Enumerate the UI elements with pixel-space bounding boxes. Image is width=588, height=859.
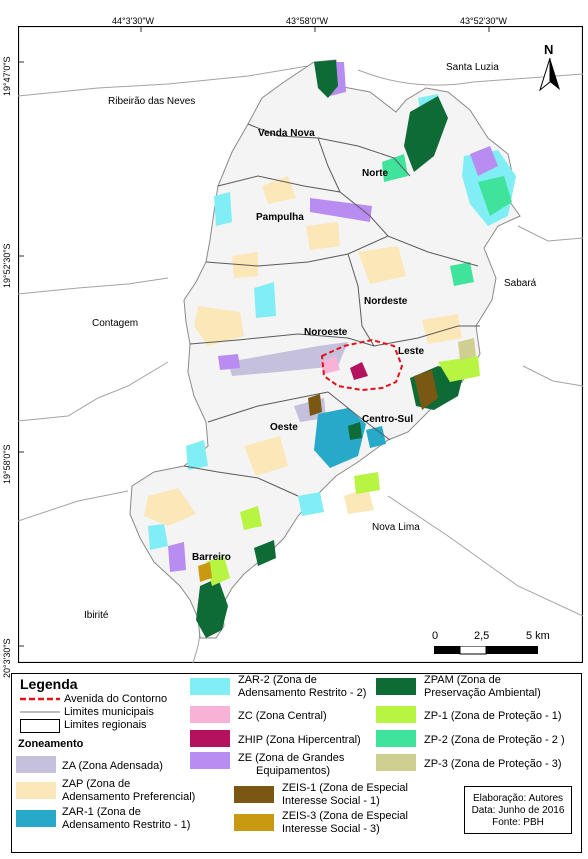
swatch-zar1 [16,810,56,827]
swatch-zc [190,706,230,723]
scale-bar-graphic [434,646,544,656]
coord-left-4: 20°3'30"S [2,638,12,678]
swatch-zhip [190,730,230,747]
label-zp3: ZP-3 (Zona de Proteção - 3) [424,758,562,770]
legend-regionais-symbol [20,719,60,733]
region-centro-sul: Centro-Sul [362,414,414,425]
swatch-zp1 [376,706,416,723]
legend-zoneamento-title: Zoneamento [18,738,84,750]
region-leste: Leste [398,346,425,357]
legend-contorno-symbol [20,694,60,704]
swatch-zp2 [376,730,416,747]
north-arrow-icon [538,58,562,92]
legend-contorno-label: Avenida do Contorno [64,693,168,705]
map-canvas [18,26,583,663]
scale-label-mid: 2,5 [474,630,490,642]
label-zp1: ZP-1 (Zona de Proteção - 1) [424,710,562,722]
label-zeis3-1: ZEIS-3 (Zona de Especial [282,810,408,822]
credit-elaboracao: Elaboração: Autores [472,793,564,804]
place-sabara: Sabará [504,278,537,289]
swatch-zeis1 [234,786,274,803]
legend-regionais-label: Limites regionais [64,719,147,731]
scale-label-end: 5 km [526,630,550,642]
coord-left-2: 19°52'30"S [2,243,12,288]
label-zc: ZC (Zona Central) [238,710,327,722]
label-zhip: ZHIP (Zona Hipercentral) [238,734,361,746]
north-arrow [538,42,562,94]
legend-title: Legenda [20,676,78,692]
region-noroeste: Noroeste [304,327,348,338]
label-zar1-2: Adensamento Restrito - 1) [62,819,191,831]
place-nova-lima: Nova Lima [372,522,420,533]
place-ribeirao: Ribeirão das Neves [108,96,196,107]
region-nordeste: Nordeste [364,296,408,307]
swatch-zeis3 [234,814,274,831]
swatch-ze [190,752,230,769]
coord-top-3: 43°52'30"W [460,16,508,26]
label-ze-1: ZE (Zona de Grandes [238,752,345,764]
swatch-zpam [376,678,416,695]
label-za: ZA (Zona Adensada) [62,760,163,772]
region-norte: Norte [362,168,389,179]
label-ze-2: Equipamentos) [256,765,330,777]
coord-top-2: 43°58'0"W [286,16,329,26]
credit-data: Data: Junho de 2016 [471,805,565,816]
map-frame [18,26,583,663]
scale-bar [428,630,578,660]
region-oeste: Oeste [270,422,298,433]
credit-fonte: Fonte: PBH [492,817,544,828]
region-venda-nova: Venda Nova [258,128,315,139]
place-contagem: Contagem [92,318,139,329]
swatch-zp3 [376,754,416,771]
swatch-zap [16,782,56,799]
label-zar2-1: ZAR-2 (Zona de [238,674,317,686]
label-zpam-1: ZPAM (Zona de [424,674,501,686]
coord-left-3: 19°58'0"S [2,444,12,484]
label-zpam-2: Preservação Ambiental) [424,687,541,699]
label-zap-1: ZAP (Zona de [62,778,131,790]
north-letter: N [544,42,554,57]
place-santa-luzia: Santa Luzia [446,62,499,73]
label-zeis1-2: Interesse Social - 1) [282,795,380,807]
label-zeis3-2: Interesse Social - 3) [282,823,380,835]
label-zp2: ZP-2 (Zona de Proteção - 2 ) [424,734,565,746]
scale-label-0: 0 [432,630,439,642]
swatch-za [16,756,56,773]
legend-municipais-label: Limites municipais [64,706,154,718]
place-ibirite: Ibirité [84,610,109,621]
label-zar1-1: ZAR-1 (Zona de [62,806,141,818]
coord-top-1: 44°3'30"W [112,16,155,26]
region-barreiro: Barreiro [192,552,231,563]
region-pampulha: Pampulha [256,212,304,223]
coord-left-1: 19°47'0"S [2,56,12,96]
label-zeis1-1: ZEIS-1 (Zona de Especial [282,782,408,794]
legend-municipais-symbol [20,707,60,717]
credits-box [464,786,572,834]
label-zap-2: Adensamento Preferencial) [62,791,196,803]
swatch-zar2 [190,678,230,695]
label-zar2-2: Adensamento Restrito - 2) [238,687,367,699]
legend-box [11,673,582,853]
